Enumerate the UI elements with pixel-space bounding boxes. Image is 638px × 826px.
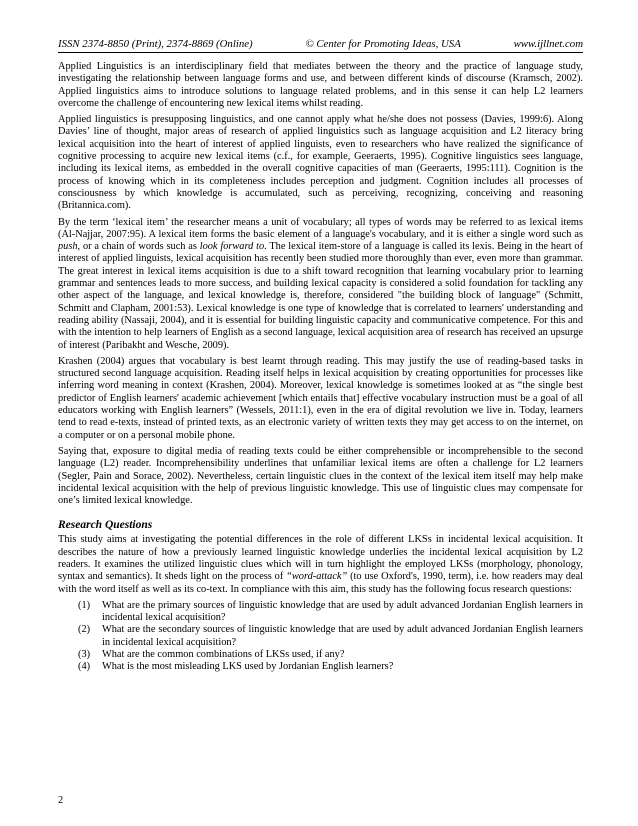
list-item <box>78 600 583 625</box>
text-run: , or a chain of words such as <box>77 241 200 253</box>
body-text <box>58 61 583 674</box>
question-number: (4) <box>78 661 91 673</box>
question-number: (2) <box>78 624 91 636</box>
paragraph <box>58 217 583 352</box>
italic-term: “word-attack” <box>286 571 348 583</box>
research-questions-list <box>58 600 583 674</box>
text-run: This study aims at investigating the potential differences in the role of different LKSs in incidental lexical acquisition. It describes the nature of how a previously learned linguistic knowledge underlies the incidental lexical acquisition by L2 readers. It examines the utilized linguistic clues which will in turn highlight the employed LKSs (morphology, phonology, syntax and semantics). It sheds light on the process of <box>58 534 583 583</box>
section-paragraph <box>58 534 583 595</box>
list-item <box>78 661 583 673</box>
question-text: What is the most misleading LKS used by Jordanian English learners? <box>102 661 394 673</box>
text-run: (to use Oxford's, 1990, term), i.e. how readers may deal with the word itself as well as its co-text. In compliance with this aim, this study has the following focus research questions: <box>58 571 583 595</box>
question-number: (1) <box>78 599 91 611</box>
paragraph <box>58 114 583 212</box>
italic-term: look forward to <box>199 241 265 253</box>
paragraph <box>58 61 583 110</box>
question-text: What are the secondary sources of linguistic knowledge that are used by adult advanced Jordanian English learners in incidental lexical acquisition? <box>102 624 583 648</box>
page-number: 2 <box>58 795 64 806</box>
list-item <box>78 624 583 649</box>
question-text: What are the primary sources of linguistic knowledge that are used by adult advanced Jordanian English learners in incidental lexical acquisition? <box>102 599 583 624</box>
text-run: By the term ‘lexical item’ the researcher means a unit of vocabulary; all types of words may be referred to as lexical items (Al-Najjar, 2007:95). A lexical item forms the basic element of a language's vocabulary, and it is either a single word such as <box>58 216 583 240</box>
paragraph <box>58 356 583 442</box>
copyright-text: © Center for Promoting Ideas, USA <box>305 38 461 50</box>
question-number: (3) <box>78 649 91 661</box>
text-run: Applied linguistics is presupposing linguistics, and one cannot apply what he/she does not possess (Davies, 1999:6). Along Davies’ line of thought, major areas of research of applied linguistics such as language acquisition and L2 literacy bring lexical acquisition into the heart of interest of applied linguists, even to researchers who have realized the significance of cognitive processing to acquire new lexical items (c.f., for example, Geeraerts, 1995). Cognitive linguistics sees language, including its lexical items, as embedded in the overall cognitive capacities of man (Geeraerts, 1995:111). Cognition is the process of knowing which in its completeness includes perception and judgment. Cognition includes all processes of consciousness by which knowledge is accumulated, such as perceiving, recognizing, conceiving and reasoning (Britannica.com). <box>58 114 583 212</box>
text-run: Saying that, exposure to digital media of reading texts could be either comprehensible or incomprehensible to the second language (L2) reader. Incomprehensibility underlines that unfamiliar lexical items are often a challenge for L2 learners (Segler, Pain and Sorace, 2002). Nevertheless, certain linguistic clues in the context of the lexical item itself may help make incidental lexical acquisition with the help of previous linguistic knowledge. This use of linguistic clues may compensate for one’s limited lexical knowledge. <box>58 445 583 507</box>
running-header <box>58 38 583 53</box>
italic-term: push <box>58 241 78 253</box>
section-heading: Research Questions <box>58 519 153 532</box>
issn-text: ISSN 2374-8850 (Print), 2374-8869 (Online) <box>58 38 253 50</box>
website-link[interactable]: www.ijllnet.com <box>513 38 583 50</box>
paragraph <box>58 446 583 507</box>
question-text: What are the common combinations of LKSs used, if any? <box>102 649 345 661</box>
text-run: Krashen (2004) argues that vocabulary is best learnt through reading. This may justify the use of reading-based tasks in structured second language acquisition. Reading itself helps in lexical acquisition by creating opportunities for processes like inferring word meaning in context (Krashen, 2004). Moreover, lexical knowledge is sometimes looked at as “the single best predictor of English learners' academic achievement [which entails that] effective vocabulary instruction must be a goal of all educators working with English learners” (Wessels, 2011:1), even in the era of digital revolution we live in. Today, learners tend to read e-texts, instead of printed texts, as an electronic variety of written texts they may get access to on the internet, on a computer or on a personal mobile phone. <box>58 355 583 441</box>
text-run: Applied Linguistics is an interdisciplinary field that mediates between the theory and the practice of language study, investigating the relationship between language forms and use, and between different kinds of discourse (Kramsch, 2002). Applied linguistics aims to introduce solutions to language related problems, and in this sense it can help L2 learners overcome the challenge of encountering new lexical items whilst reading. <box>58 61 583 109</box>
text-run: . The lexical item-store of a language is called its lexis. Being in the heart of interest of applied linguists, lexical acquisition has recently been studied more thoroughly than ever, even more than grammar. The great interest in lexical items acquisition is due to a shift toward recognition that learning vocabulary prior to learning grammar and sentences leads to more success, and building lexical capacity is considered a solid foundation for tackling any other aspect of the language, and lexical knowledge is, therefore, considered "the building block of language" (Schmitt, Schmitt and Clapham, 2001:53). Lexical knowledge is one type of knowledge that is correlated to learners' understanding and reading ability (Nassaji, 2004), and it is essential for building linguistic capacity and communicative competence. For this and with the intention to help learners of English as a second language, lexical acquisition area of research has received an upsurge of interest (Paribakht and Wesche, 2009). <box>58 241 584 351</box>
list-item <box>78 649 583 661</box>
